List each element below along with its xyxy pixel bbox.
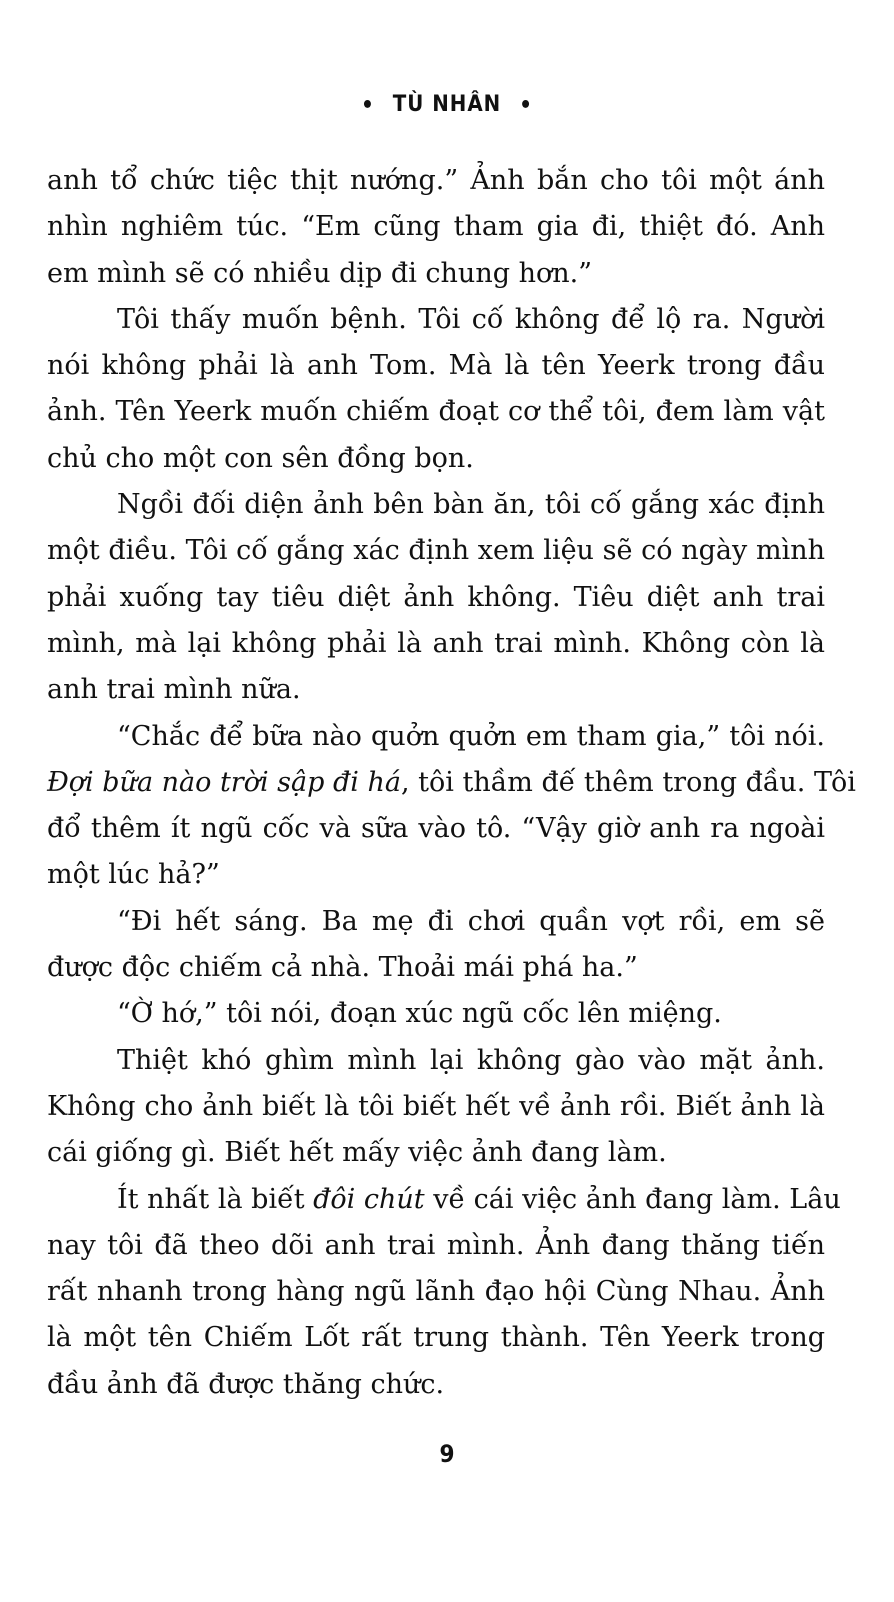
header-bullet-left: • — [361, 92, 375, 118]
text-line: Ngồi đối diện ảnh bên bàn ăn, tôi cố gắng xác định — [117, 489, 825, 521]
paragraph-2 — [47, 297, 825, 482]
text-line: Không cho ảnh biết là tôi biết hết về ảnh rồi. Biết ảnh là — [47, 1090, 825, 1122]
text-line: đổ thêm ít ngũ cốc và sữa vào tô. “Vậy giờ anh ra ngoài — [47, 813, 825, 845]
text-span: về cái việc ảnh đang làm. Lâu — [424, 1183, 841, 1215]
text-line: “Ờ hớ,” tôi nói, đoạn xúc ngũ cốc lên miệng. — [117, 998, 722, 1030]
text-line: anh tổ chức tiệc thịt nướng.” Ảnh bắn cho tôi một ánh — [47, 165, 825, 196]
running-header — [0, 92, 894, 118]
italic-thought: Đợi bữa nào trời sập đi há — [47, 766, 401, 798]
text-line: anh trai mình nữa. — [47, 674, 301, 706]
paragraph-4 — [47, 714, 856, 899]
text-line: em mình sẽ có nhiều dịp đi chung hơn.” — [47, 257, 592, 289]
text-line: nói không phải là anh Tom. Mà là tên Yeerk trong đầu — [47, 350, 825, 382]
paragraph-6 — [47, 991, 825, 1037]
text-line: được độc chiếm cả nhà. Thoải mái phá ha.” — [47, 952, 638, 984]
text-line: rất nhanh trong hàng ngũ lãnh đạo hội Cùng Nhau. Ảnh — [47, 1276, 825, 1308]
paragraph-3 — [47, 482, 825, 713]
header-title: TÙ NHÂN — [392, 92, 502, 117]
italic-emphasis: đôi chút — [313, 1183, 425, 1215]
text-line: “Đi hết sáng. Ba mẹ đi chơi quần vợt rồi, em sẽ — [117, 905, 825, 937]
text-line: một lúc hả?” — [47, 859, 220, 891]
text-span: Ít nhất là biết — [117, 1183, 314, 1215]
text-line — [47, 1177, 841, 1223]
text-line: phải xuống tay tiêu diệt ảnh không. Tiêu diệt anh trai — [47, 581, 825, 613]
text-line: nay tôi đã theo dõi anh trai mình. Ảnh đang thăng tiến — [47, 1229, 825, 1261]
text-line: mình, mà lại không phải là anh trai mình. Không còn là — [47, 627, 825, 659]
text-line: một điều. Tôi cố gắng xác định xem liệu sẽ có ngày mình — [47, 535, 825, 567]
header-bullet-right: • — [519, 92, 533, 118]
body-text — [47, 158, 856, 1408]
paragraph-1 — [47, 158, 825, 297]
text-line: Thiệt khó ghìm mình lại không gào vào mặt ảnh. — [117, 1044, 825, 1076]
paragraph-5 — [47, 899, 825, 992]
text-line: “Chắc để bữa nào quởn quởn em tham gia,” tôi nói. — [117, 720, 825, 752]
paragraph-7 — [47, 1038, 825, 1177]
text-line: đầu ảnh đã được thăng chức. — [47, 1368, 445, 1400]
text-line — [47, 760, 856, 806]
text-line: cái giống gì. Biết hết mấy việc ảnh đang làm. — [47, 1137, 667, 1169]
paragraph-8 — [47, 1177, 841, 1408]
text-line: Tôi thấy muốn bệnh. Tôi cố không để lộ ra. Người — [117, 303, 825, 335]
text-line: là một tên Chiếm Lốt rất trung thành. Tên Yeerk trong — [47, 1322, 825, 1354]
text-line: nhìn nghiêm túc. “Em cũng tham gia đi, thiệt đó. Anh — [47, 211, 825, 243]
text-line: chủ cho một con sên đồng bọn. — [47, 442, 474, 474]
text-line: ảnh. Tên Yeerk muốn chiếm đoạt cơ thể tôi, đem làm vật — [47, 396, 825, 428]
text-span: , tôi thầm đế thêm trong đầu. Tôi — [400, 766, 856, 798]
page-number: 9 — [439, 1440, 455, 1468]
